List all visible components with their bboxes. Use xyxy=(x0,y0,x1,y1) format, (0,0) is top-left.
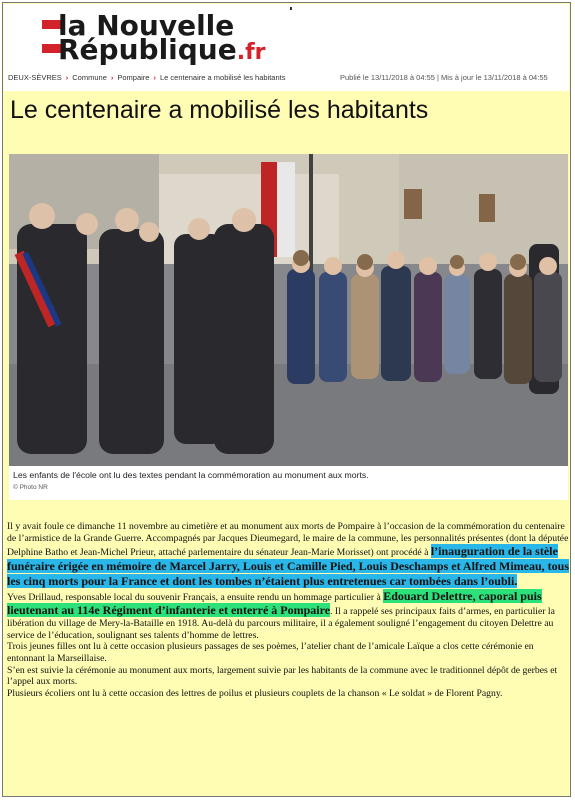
photo-caption: Les enfants de l'école ont lu des textes pendant la commémoration au monument aux morts. xyxy=(13,470,369,480)
breadcrumb-item-commune[interactable]: Commune xyxy=(72,73,107,82)
publication-date: Publié le 13/11/2018 à 04:55 | Mis à jour le 13/11/2018 à 04:55 xyxy=(340,73,548,82)
photo-credit: © Photo NR xyxy=(13,484,48,491)
paragraph-1 xyxy=(7,521,569,589)
header-dot xyxy=(290,7,292,10)
chevron-right-icon: › xyxy=(153,73,156,82)
highlight-delettre: Edouard Delettre, caporal puis lieutenant au 114e Régiment d’infanterie et enterré à Pompaire xyxy=(7,588,542,618)
chevron-right-icon: › xyxy=(65,73,69,82)
paragraph-2-text: Yves Drillaud, responsable local du souvenir Français, a ensuite rendu un hommage particulier à xyxy=(7,591,384,603)
paragraph-2-text-after: . Il a rappelé ses principaux faits d’armes, en particulier la libération du village de Mery-la-Bataille en 1918. Au-delà du parcours militaire, il a également souligné l’engagement du citoyen Delettre au service de l’éducation, soulignant ses talents d’homme de lettres. xyxy=(7,606,555,641)
paragraph-3: Trois jeunes filles ont lu à cette occasion plusieurs passages de ses poèmes, l’atelier chant de l’amicale Laïque a clos cette cérémonie en entonnant la Marseillaise. xyxy=(7,641,534,665)
ceremony-photo-illustration xyxy=(9,154,568,466)
photo-caption-box xyxy=(9,466,568,500)
paragraph-2 xyxy=(7,589,569,642)
article-photo xyxy=(9,154,568,466)
page-title: Le centenaire a mobilisé les habitants xyxy=(10,96,429,124)
chevron-right-icon: › xyxy=(110,73,114,82)
breadcrumb-item-current: Le centenaire a mobilisé les habitants xyxy=(159,73,286,82)
paragraph-1-text: Il y avait foule ce dimanche 11 novembre au cimetière et au monument aux morts de Pompaire à l’occasion de la commémoration du centenaire de l’armistice de la Grande Guerre. Accompagnés par Jacques Dieumegard, le maire de la commune, les personnalités présentes (dont la députée Delphine Batho et Jean-Michel Prieur, attaché parlementaire du sénateur Jean-Marie Morisset) ont procédé à xyxy=(7,521,569,559)
logo-line2 xyxy=(58,35,266,68)
logo-line1: la Nouvelle xyxy=(58,9,235,42)
paragraph-4: S’en est suivie la cérémonie au monument aux morts, largement suivie par les habitants de la commune avec le traditionnel dépôt de gerbes et l’appel aux morts. xyxy=(7,664,558,688)
logo-line2-text: République xyxy=(58,33,237,66)
site-logo[interactable] xyxy=(38,9,558,66)
breadcrumb-item-region[interactable]: DEUX-SÈVRES xyxy=(8,73,62,82)
logo-suffix: .fr xyxy=(236,40,266,65)
paragraph-5: Plusieurs écoliers ont lu à cette occasion des lettres de poilus et plusieurs couplets de la chanson « Le soldat » de Florent Pagny. xyxy=(7,688,503,700)
breadcrumb-item-town[interactable]: Pompaire xyxy=(117,73,150,82)
site-header xyxy=(4,4,569,91)
article-body xyxy=(7,521,569,700)
breadcrumb xyxy=(8,73,548,82)
headline-bar xyxy=(4,91,569,133)
highlight-inauguration: l’inauguration de la stèle funéraire érigée en mémoire de Marcel Jarry, Louis et Camille Pied, Louis Deschamps et Alfred Mimeau, tous les cinq morts pour la France et dont les tombes n’étaient plus entretenues car tombées dans l’oubli. xyxy=(7,544,570,588)
